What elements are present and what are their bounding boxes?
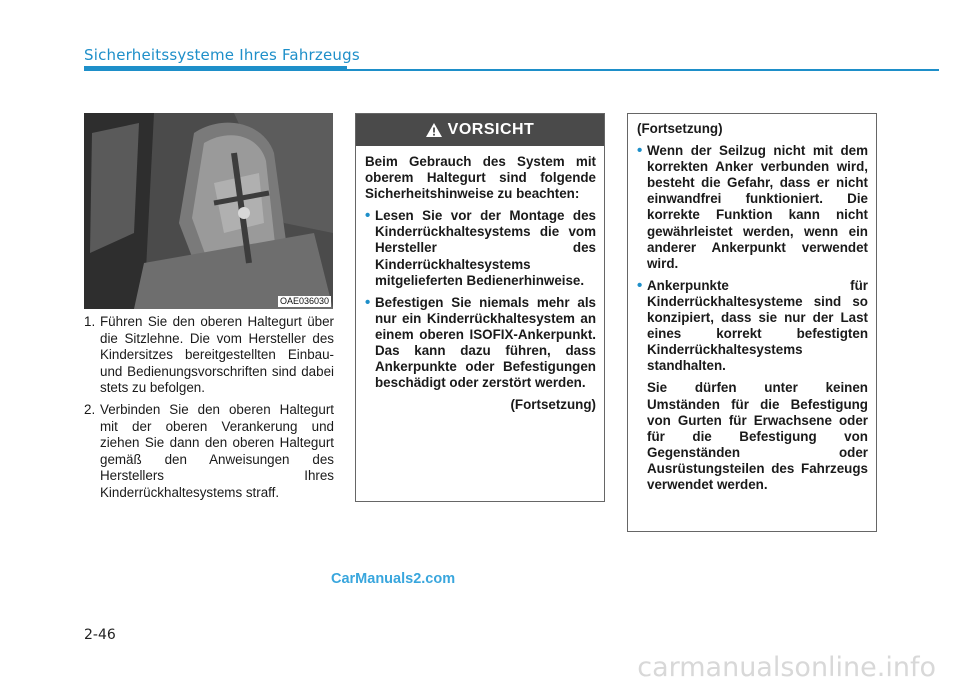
site-watermark: carmanualsonline.info — [637, 652, 936, 683]
step-text: Führen Sie den oberen Haltegurt über die Sitzlehne. Die vom Hersteller des Kindersitzes bereitgestellten Einbau- und Bedienungsvorschriften sind dabei stets zu befolgen. — [100, 314, 334, 396]
bullet-icon: • — [365, 207, 371, 225]
header-rule — [347, 69, 939, 71]
list-item — [365, 208, 596, 288]
child-seat-illustration — [84, 113, 333, 309]
bullet-text: Wenn der Seilzug nicht mit dem korrekten Anker verbunden wird, besteht die Gefahr, dass er nicht einwandfrei funktioniert. Die korrekte Funktion kann nicht gewährleistet werden, wenn ein anderer Ankerpunkt verwendet wird. — [647, 143, 868, 271]
continuation-heading: (Fortsetzung) — [637, 121, 723, 136]
caution-continuation-box — [627, 113, 877, 532]
watermark-link[interactable]: CarManuals2.com — [331, 571, 456, 587]
list-item — [637, 143, 868, 272]
section-title-underline — [84, 66, 347, 71]
caution-body — [356, 146, 604, 413]
step-number: 1. — [84, 314, 96, 329]
continued-note: (Fortsetzung) — [510, 397, 596, 413]
page-number: 2-46 — [84, 627, 116, 643]
caution-box — [355, 113, 605, 502]
step-number: 2. — [84, 401, 96, 417]
child-seat-photo — [84, 113, 333, 309]
warning-triangle-icon — [426, 123, 442, 137]
section-title: Sicherheitssysteme Ihres Fahrzeugs — [84, 46, 360, 64]
bullet-icon: • — [637, 276, 643, 294]
bullet-text: Ankerpunkte für Kinderrückhaltesysteme sind so konzipiert, dass sie nur der Last eines korrekt befestigten Kinderrückhaltesystems standhalten. — [647, 277, 868, 374]
list-item — [365, 295, 596, 392]
step-item — [84, 402, 334, 502]
continuation-note: Sie dürfen unter keinen Umständen für die Befestigung von Gurten für Erwachsene oder für die Befestigung von Gegenständen oder Ausrüstungsteilen des Fahrzeugs verwendet werden. — [647, 380, 868, 492]
continuation-body — [628, 114, 876, 493]
caution-title: VORSICHT — [447, 121, 535, 138]
instruction-steps — [84, 314, 334, 507]
figure-code: OAE036030 — [279, 296, 329, 306]
step-item — [84, 314, 334, 397]
bullet-text: Lesen Sie vor der Montage des Kinderrückhaltesystems die vom Hersteller des Kinderrückhaltesystems mitgelieferten Bedienerhinweise. — [375, 208, 596, 288]
bullet-text: Befestigen Sie niemals mehr als nur ein Kinderrückhaltesystem an einem oberen ISOFIX-Ankerpunkt. Das kann dazu führen, dass Ankerpunkte oder Befestigungen beschädigt oder zerstört werden. — [375, 294, 596, 391]
bullet-icon: • — [637, 142, 643, 160]
list-item — [637, 278, 868, 375]
caution-header — [356, 114, 604, 146]
bullet-icon: • — [365, 293, 371, 311]
caution-intro: Beim Gebrauch des System mit oberem Haltegurt sind folgende Sicherheitshinweise zu beachten: — [365, 154, 596, 202]
step-text: Verbinden Sie den oberen Haltegurt mit der oberen Verankerung und ziehen Sie dann den oberen Haltegurt gemäß den Anweisungen des Herstellers Ihres Kinderrückhaltesystems straff. — [100, 401, 334, 500]
